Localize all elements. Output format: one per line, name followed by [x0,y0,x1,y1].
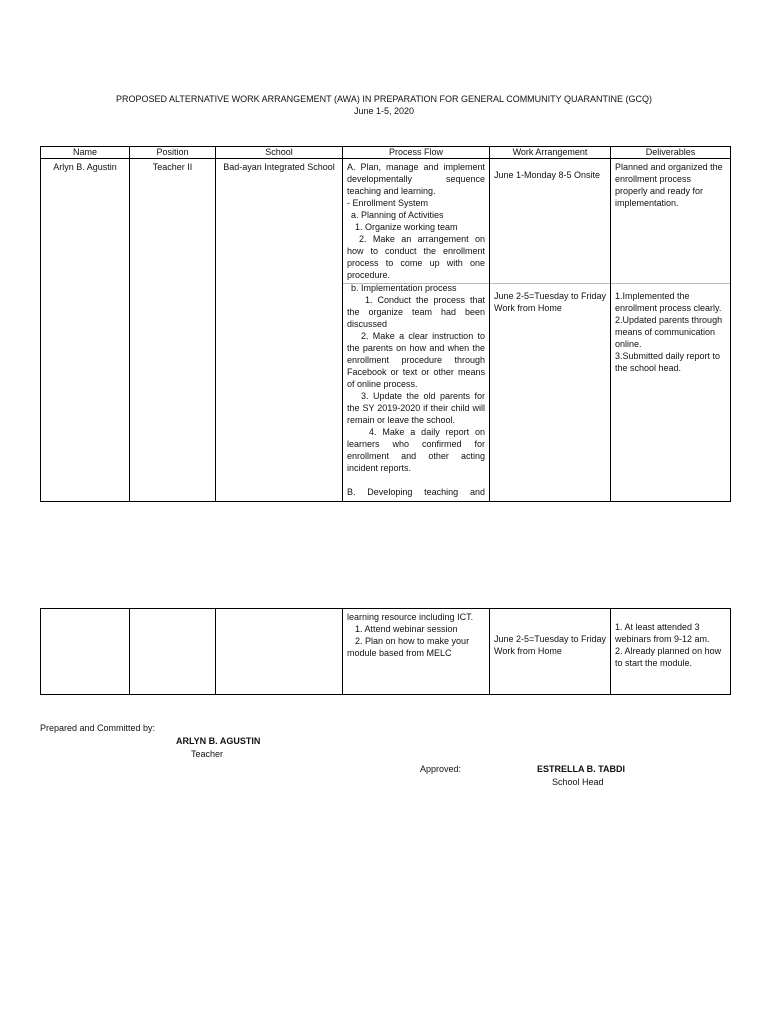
cell-process-block3 [343,609,490,695]
cell-process-block2 [343,284,490,502]
cell-work-block3 [490,609,611,695]
deliverable-item: 1. At least attended 3 webinars from 9-12 am. [615,622,710,644]
process-item: - Enrollment System [347,198,429,208]
title-line: PROPOSED ALTERNATIVE WORK ARRANGEMENT (AWA) IN PREPARATION FOR GENERAL COMMUNITY QUARANTINE (GCQ) [115,94,653,104]
deliverable-item: 2. Already planned on how to start the module. [615,646,722,668]
process-item: 1. Organize working team [355,222,458,232]
deliverable-text: Planned and organized the enrollment process properly and ready for implementation. [615,162,723,208]
process-item: 1. Conduct the process that the organize team had been discussed [347,295,485,329]
prepared-label: Prepared and Committed by: [40,723,156,733]
process-item: 2. Plan on how to make your module based from MELC [347,636,470,658]
cell-school: Bad-ayan Integrated School [216,159,343,502]
work-text: June 1-Monday 8-5 Onsite [494,170,601,180]
process-item: b. Implementation process [351,283,457,293]
process-item: 1. Attend webinar session [355,624,458,634]
cell-process-block1 [343,159,490,284]
col-header-deliverables: Deliverables [611,147,731,159]
date-line: June 1-5, 2020 [353,106,415,116]
cell-name: Arlyn B. Agustin [41,159,130,502]
prepared-name: ARLYN B. AGUSTIN [176,736,261,746]
col-header-school: School [216,147,343,159]
deliverable-item: 2.Updated parents through means of communication online. [615,315,723,349]
col-header-work-arrangement: Work Arrangement [490,147,611,159]
table-row [41,159,731,284]
cell-work-block2 [490,284,611,502]
document-title [0,93,768,117]
cell-deliverables-block2 [611,284,731,502]
process-item: 2. Make a clear instruction to the parents on how and when the enrollment procedure through Facebook or text or other means of online process. [347,331,485,389]
awa-table [40,146,731,502]
work-text: June 2-5=Tuesday to Friday Work from Home [494,634,606,656]
col-header-name: Name [41,147,130,159]
deliverable-item: 3.Submitted daily report to the school head. [615,351,721,373]
cell-position-empty [130,609,216,695]
table-header-row [41,147,731,159]
table-row [41,609,731,695]
process-item: A. Plan, manage and implement developmentally sequence teaching and learning. [347,162,485,196]
process-item: 2. Make an arrangement on how to conduct the enrollment process to come up with one procedure. [347,234,485,280]
cell-school-empty [216,609,343,695]
prepared-role: Teacher [191,749,224,759]
approver-name: ESTRELLA B. TABDI [537,764,625,774]
cell-position: Teacher II [130,159,216,502]
process-item: a. Planning of Activities [351,210,444,220]
process-item: 4. Make a daily report on learners who confirmed for enrollment and other acting incident reports. [347,427,485,473]
col-header-process-flow: Process Flow [343,147,490,159]
cell-deliverables-block1 [611,159,731,284]
approver-role: School Head [552,777,604,787]
process-item: B. Developing teaching and [347,487,485,497]
process-item: 3. Update the old parents for the SY 2019-2020 if their child will remain or leave the school. [347,391,485,425]
work-text: June 2-5=Tuesday to Friday Work from Home [494,291,606,313]
cell-deliverables-block3 [611,609,731,695]
cell-work-block1 [490,159,611,284]
deliverable-item: 1.Implemented the enrollment process clearly. [615,291,722,313]
awa-table-continued [40,608,731,695]
process-item: learning resource including ICT. [347,612,474,622]
col-header-position: Position [130,147,216,159]
cell-name-empty [41,609,130,695]
approved-label: Approved: [420,764,462,774]
